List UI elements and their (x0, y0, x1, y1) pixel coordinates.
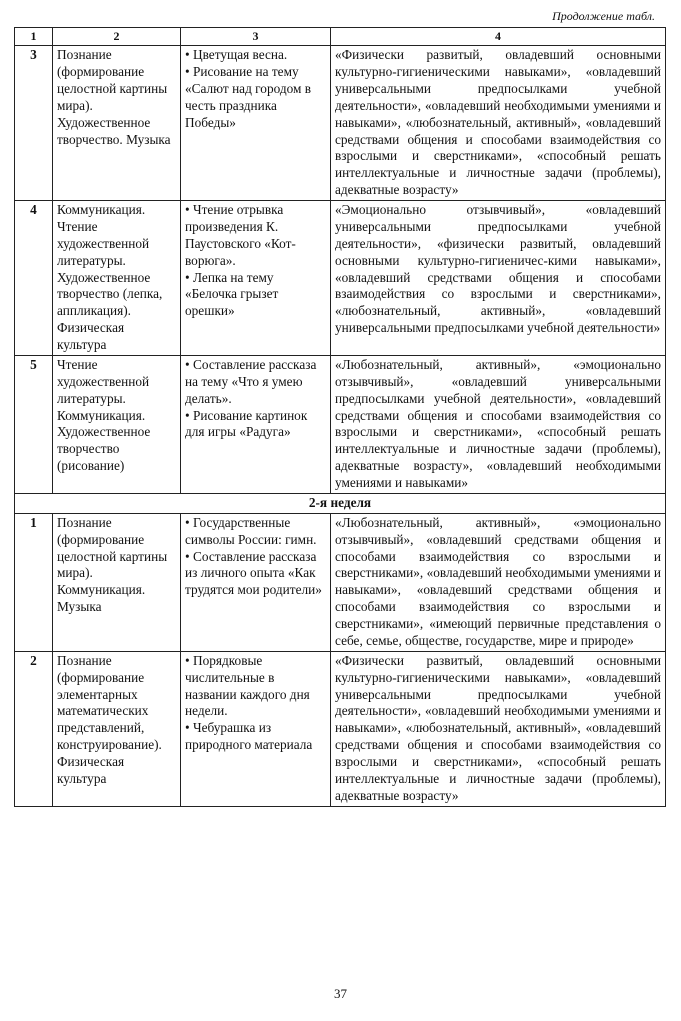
educational-areas: Чтение художественной литературы. Коммуникация. Художественное творчество (рисование) (53, 355, 181, 493)
header-cell-3: 3 (181, 28, 331, 46)
activity-item: • Порядковые числительные в названии каждого дня недели. (185, 653, 326, 721)
activities (181, 46, 331, 201)
educational-areas: Познание (формирование целостной картины мира). Коммуникация. Музыка (53, 513, 181, 651)
row-number: 1 (15, 513, 53, 651)
integrative-qualities: «Любознательный, активный», «эмоционально отзывчивый», «овладевший универсальными предпосылками учебной деятельности», «овладевший средствами общения и способами взаимодействия со взрослыми и сверстниками», «способный решать интеллектуальные и личностные задачи (проблемы), адекватные возрасту», «овладевший необходимыми умениями и навыками» (331, 355, 666, 493)
educational-areas: Коммуникация. Чтение художественной литературы. Художественное творчество (лепка, аппликация). Физическая культура (53, 201, 181, 356)
integrative-qualities: «Физически развитый, овладевший основными культурно-гигиеническими навыками», «овладевший универсальными предпосылками учебной деятельности», «овладевший необходимыми умениями и навыками», «любознательный, активный», «овладевший средствами общения и способами взаимодействия со взрослыми и сверстниками», «способный решать интеллектуальные и личностные задачи (проблемы), адекватные возрасту» (331, 651, 666, 806)
row-number: 5 (15, 355, 53, 493)
integrative-qualities: «Эмоционально отзывчивый», «овладевший универсальными предпосылками учебной деятельности», «физически развитый, овладевший основными культурно-гигиеничес-кими навыками», «овладевший средствами общения и способами взаимодействия со взрослыми и сверстниками», «любознательный, активный», «овладевший универсальными предпосылками учебной деятельности» (331, 201, 666, 356)
header-cell-4: 4 (331, 28, 666, 46)
header-cell-1: 1 (15, 28, 53, 46)
row-number: 3 (15, 46, 53, 201)
continuation-label: Продолжение табл. (552, 9, 655, 23)
table-row (15, 201, 666, 356)
educational-areas: Познание (формирование элементарных математических представлений, конструирование). Физическая культура (53, 651, 181, 806)
activity-item: • Составление рассказа из личного опыта «Как трудятся мои родители» (185, 549, 326, 600)
activity-item: • Цветущая весна. (185, 47, 326, 64)
activities (181, 651, 331, 806)
header-cell-2: 2 (53, 28, 181, 46)
activity-item: • Чтение отрывка произведения К. Паустовского «Кот-ворюга». (185, 202, 326, 270)
table-row (15, 651, 666, 806)
educational-areas: Познание (формирование целостной картины мира). Художественное творчество. Музыка (53, 46, 181, 201)
page-number: 37 (334, 986, 347, 1001)
table-row (15, 513, 666, 651)
activities (181, 513, 331, 651)
table-row (15, 46, 666, 201)
integrative-qualities: «Любознательный, активный», «эмоционально отзывчивый», «овладевший средствами общения и способами взаимодействия со взрослыми и сверстниками», «овладевший необходимыми умениями и навыками», «овладевший средствами общения и способами взаимодействия со взрослыми и сверстниками», «имеющий первичные представления о себе, семье, обществе, государстве, мире и природе» (331, 513, 666, 651)
activity-item: • Составление рассказа на тему «Что я умею делать». (185, 357, 326, 408)
activity-item: • Лепка на тему «Белочка грызет орешки» (185, 270, 326, 321)
lesson-plan-table (14, 27, 666, 807)
section-row (15, 493, 666, 513)
activity-item: • Чебурашка из природного материала (185, 720, 326, 754)
activity-item: • Государственные символы России: гимн. (185, 515, 326, 549)
activity-item: • Рисование картинок для игры «Радуга» (185, 408, 326, 442)
row-number: 4 (15, 201, 53, 356)
row-number: 2 (15, 651, 53, 806)
section-title: 2-я неделя (15, 493, 666, 513)
activities (181, 355, 331, 493)
table-row (15, 355, 666, 493)
integrative-qualities: «Физически развитый, овладевший основными культурно-гигиеническими навыками», «овладевший универсальными предпосылками учебной деятельности», «овладевший необходимыми умениями и навыками», «любознательный, активный», «овладевший средствами общения и способами взаимодействия со взрослыми и сверстниками», «способный решать интеллектуальные и личностные задачи (проблемы), адекватные возрасту» (331, 46, 666, 201)
activity-item: • Рисование на тему «Салют над городом в честь праздника Победы» (185, 64, 326, 132)
table-header-row (15, 28, 666, 46)
activities (181, 201, 331, 356)
